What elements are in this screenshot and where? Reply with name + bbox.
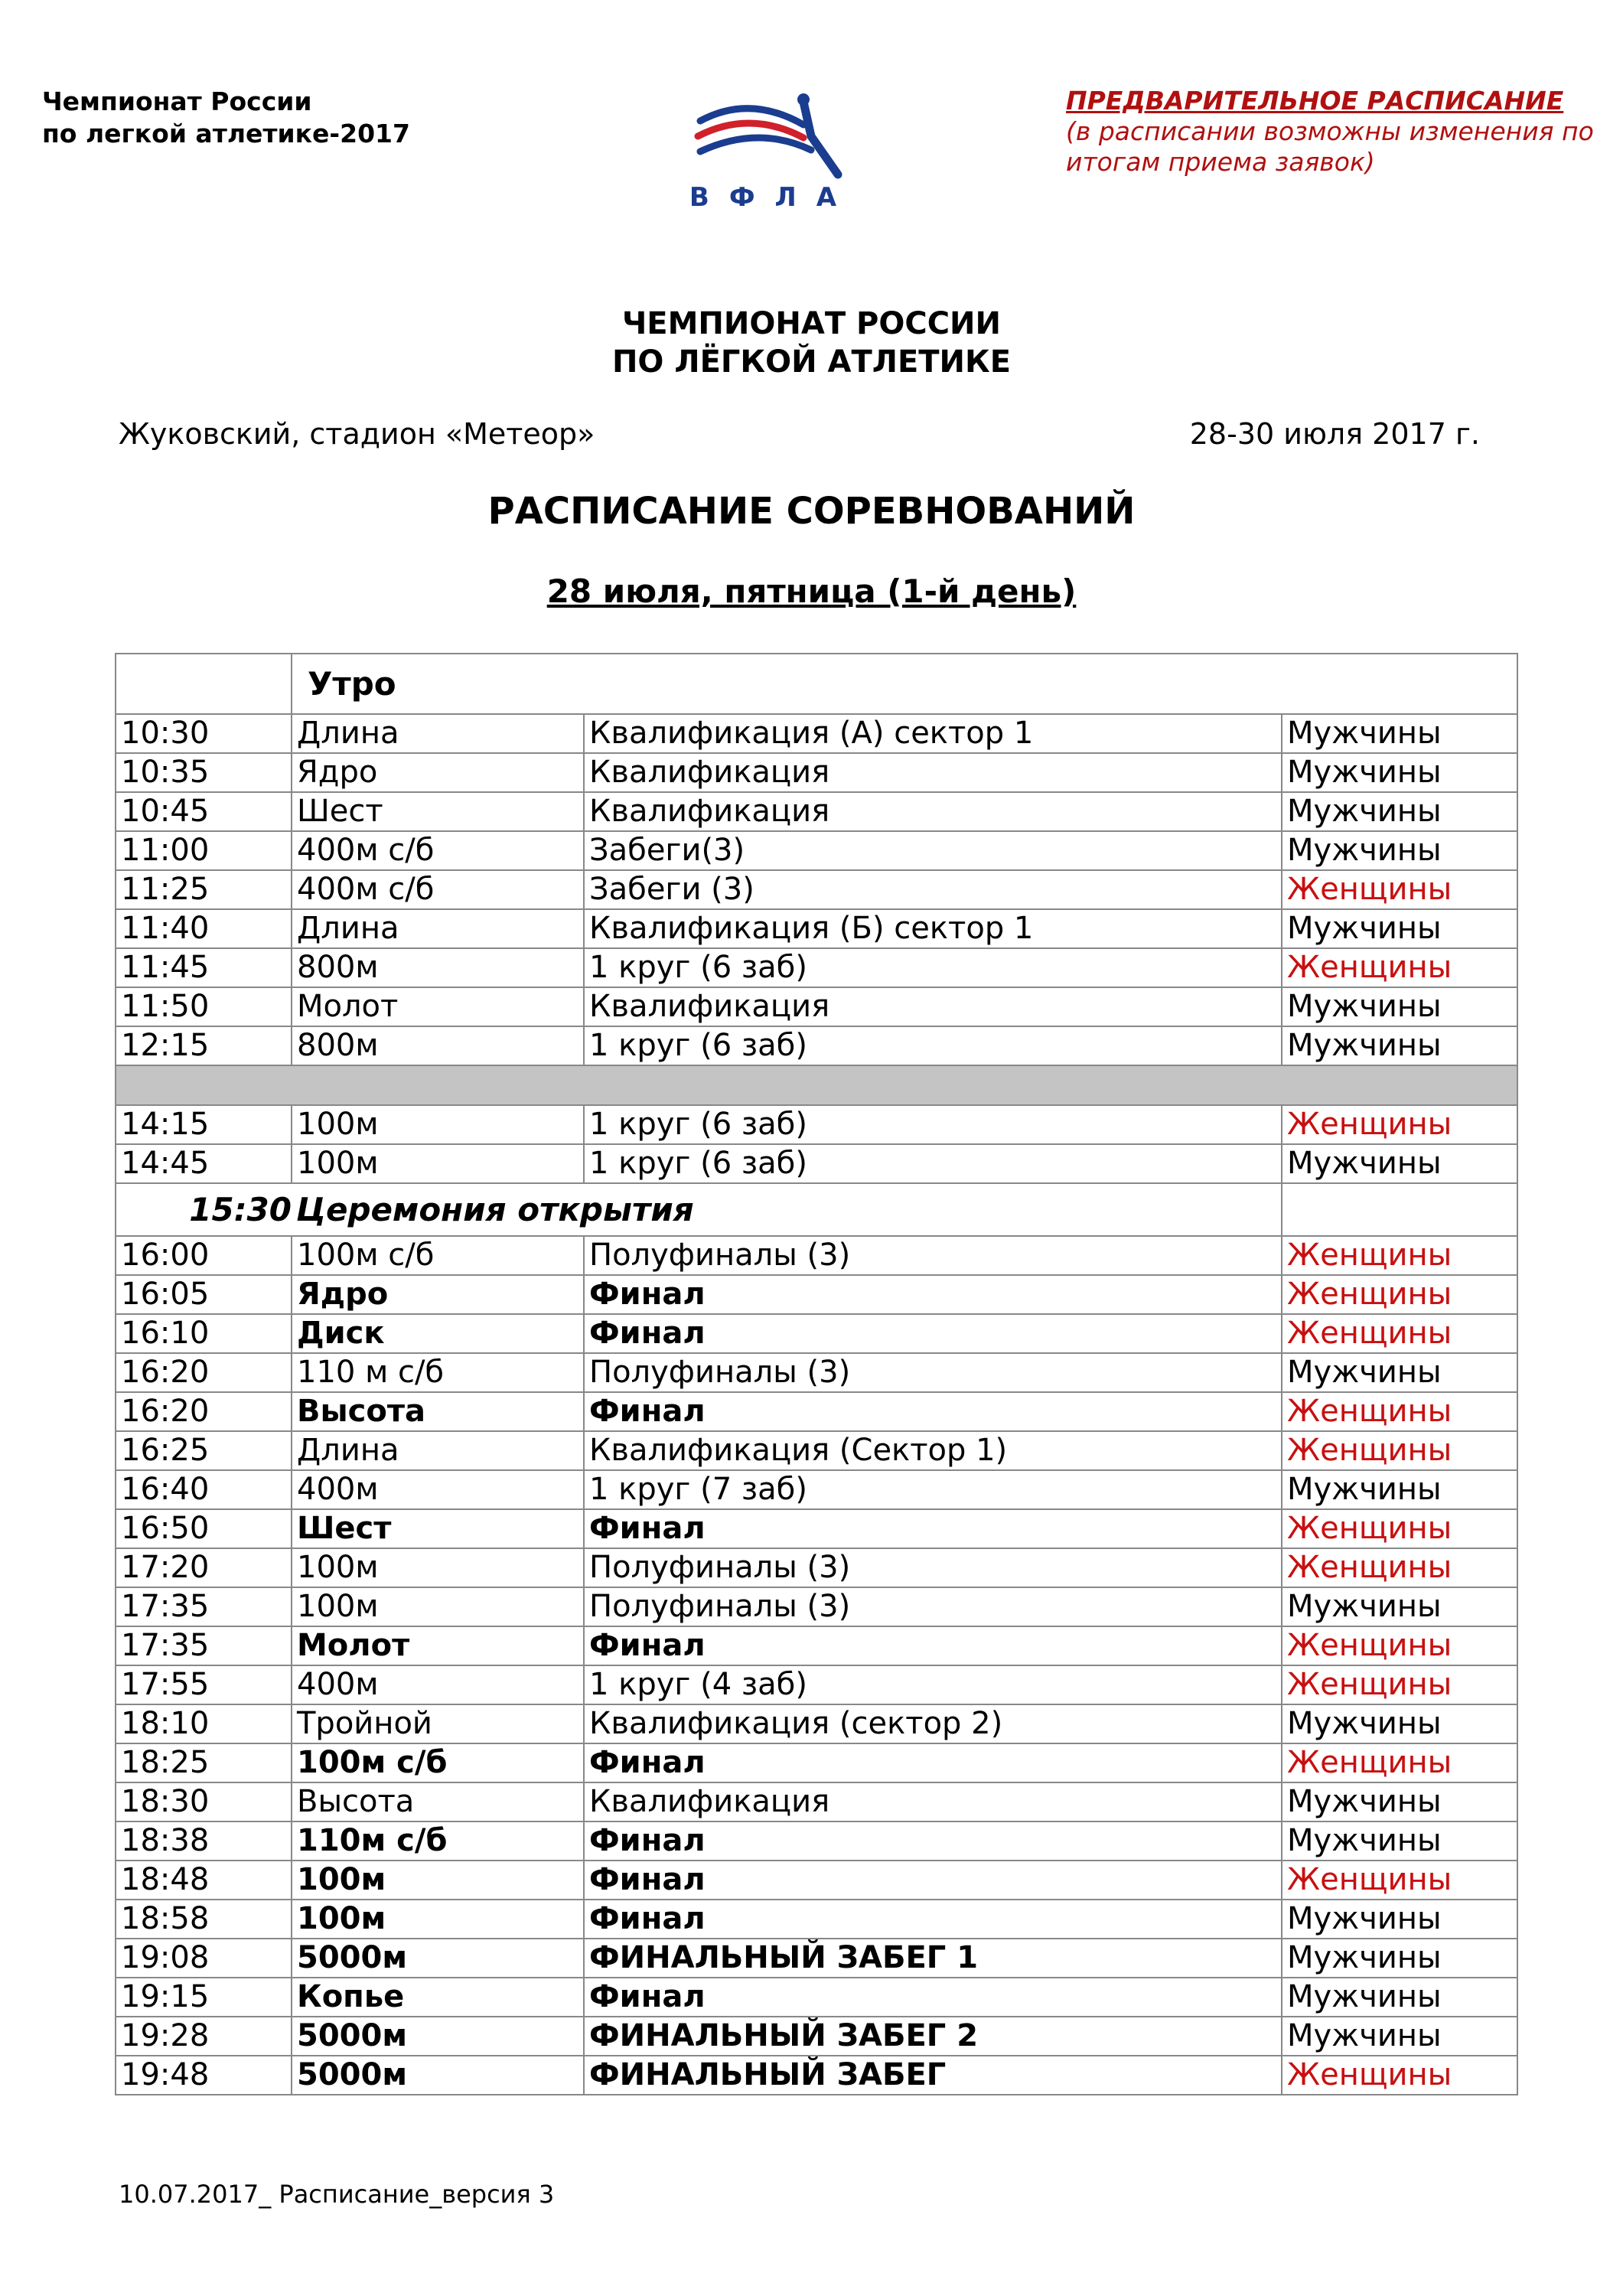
discipline-cell: 100м с/б bbox=[292, 1743, 584, 1782]
time-cell: 16:25 bbox=[116, 1431, 292, 1470]
discipline-cell: 400м bbox=[292, 1665, 584, 1704]
table-row bbox=[116, 1275, 1517, 1314]
time-cell: 12:15 bbox=[116, 1026, 292, 1065]
time-cell: 11:50 bbox=[116, 987, 292, 1026]
table-row bbox=[116, 1026, 1517, 1065]
discipline-cell: 110 м с/б bbox=[292, 1353, 584, 1392]
table-row bbox=[116, 1900, 1517, 1939]
time-cell: 17:35 bbox=[116, 1587, 292, 1626]
table-row bbox=[116, 753, 1517, 792]
round-cell: ФИНАЛЬНЫЙ ЗАБЕГ 2 bbox=[584, 2017, 1282, 2056]
sex-cell: Мужчины bbox=[1282, 1782, 1517, 1821]
footer-version: 10.07.2017_ Расписание_версия 3 bbox=[119, 2180, 555, 2209]
table-row bbox=[116, 1105, 1517, 1144]
sex-cell: Женщины bbox=[1282, 948, 1517, 987]
schedule-title: РАСПИСАНИЕ СОРЕВНОВАНИЙ bbox=[487, 490, 1136, 533]
sex-cell: Женщины bbox=[1282, 1314, 1517, 1353]
sex-cell: Женщины bbox=[1282, 1275, 1517, 1314]
table-row bbox=[116, 792, 1517, 831]
discipline-cell: Ядро bbox=[292, 753, 584, 792]
discipline-cell: Высота bbox=[292, 1392, 584, 1431]
sex-cell: Мужчины bbox=[1282, 909, 1517, 948]
discipline-cell: 100м bbox=[292, 1900, 584, 1939]
round-cell: Финал bbox=[584, 1275, 1282, 1314]
time-cell: 10:45 bbox=[116, 792, 292, 831]
morning-empty-cell bbox=[116, 654, 292, 714]
sex-cell: Мужчины bbox=[1282, 2017, 1517, 2056]
discipline-cell: Длина bbox=[292, 909, 584, 948]
time-cell: 10:30 bbox=[116, 714, 292, 753]
discipline-cell: 800м bbox=[292, 1026, 584, 1065]
sex-cell: Мужчины bbox=[1282, 987, 1517, 1026]
discipline-cell: Тройной bbox=[292, 1704, 584, 1743]
sex-cell: Женщины bbox=[1282, 1509, 1517, 1548]
table-row bbox=[116, 714, 1517, 753]
championship-header bbox=[42, 86, 410, 150]
discipline-cell: 100м bbox=[292, 1861, 584, 1900]
table-row bbox=[116, 948, 1517, 987]
table-row bbox=[116, 1353, 1517, 1392]
sex-cell: Мужчины bbox=[1282, 1978, 1517, 2017]
sex-cell: Мужчины bbox=[1282, 1144, 1517, 1183]
table-row bbox=[116, 1939, 1517, 1978]
time-cell: 17:20 bbox=[116, 1548, 292, 1587]
discipline-cell: 5000м bbox=[292, 2017, 584, 2056]
round-cell: Квалификация bbox=[584, 987, 1282, 1026]
time-cell: 11:25 bbox=[116, 870, 292, 909]
sex-cell: Мужчины bbox=[1282, 792, 1517, 831]
discipline-cell: 100м bbox=[292, 1144, 584, 1183]
time-cell: 19:28 bbox=[116, 2017, 292, 2056]
time-cell: 14:45 bbox=[116, 1144, 292, 1183]
round-cell: Финал bbox=[584, 1861, 1282, 1900]
sex-cell: Мужчины bbox=[1282, 831, 1517, 870]
table-row bbox=[116, 1587, 1517, 1626]
table-row bbox=[116, 1548, 1517, 1587]
time-cell: 11:40 bbox=[116, 909, 292, 948]
round-cell: Финал bbox=[584, 1743, 1282, 1782]
document-title bbox=[0, 305, 1623, 381]
discipline-cell: 400м с/б bbox=[292, 831, 584, 870]
discipline-cell: Шест bbox=[292, 1509, 584, 1548]
round-cell: Финал bbox=[584, 1821, 1282, 1861]
round-cell: Квалификация bbox=[584, 792, 1282, 831]
round-cell: Квалификация (Б) сектор 1 bbox=[584, 909, 1282, 948]
round-cell: Забеги(3) bbox=[584, 831, 1282, 870]
discipline-cell: Копье bbox=[292, 1978, 584, 2017]
discipline-cell: 800м bbox=[292, 948, 584, 987]
round-cell: Финал bbox=[584, 1392, 1282, 1431]
table-row bbox=[116, 1821, 1517, 1861]
title-line-2: ПО ЛЁГКОЙ АТЛЕТИКЕ bbox=[611, 344, 1012, 380]
discipline-cell: 400м bbox=[292, 1470, 584, 1509]
discipline-cell: 100м bbox=[292, 1587, 584, 1626]
sex-cell: Мужчины bbox=[1282, 1026, 1517, 1065]
preliminary-title: ПРЕДВАРИТЕЛЬНОЕ РАСПИСАНИЕ bbox=[1066, 86, 1564, 116]
table-row bbox=[116, 831, 1517, 870]
time-cell: 16:20 bbox=[116, 1392, 292, 1431]
time-cell: 16:05 bbox=[116, 1275, 292, 1314]
time-cell: 18:25 bbox=[116, 1743, 292, 1782]
ceremony-time: 15:30 bbox=[116, 1183, 292, 1236]
table-row bbox=[116, 1392, 1517, 1431]
discipline-cell: 110м с/б bbox=[292, 1821, 584, 1861]
discipline-cell: Ядро bbox=[292, 1275, 584, 1314]
round-cell: Квалификация (сектор 2) bbox=[584, 1704, 1282, 1743]
round-cell: Финал bbox=[584, 1509, 1282, 1548]
round-cell: Финал bbox=[584, 1314, 1282, 1353]
sex-cell: Мужчины bbox=[1282, 1821, 1517, 1861]
discipline-cell: Молот bbox=[292, 1626, 584, 1665]
time-cell: 16:20 bbox=[116, 1353, 292, 1392]
logo-text: ВФЛА bbox=[689, 182, 857, 213]
sex-cell: Мужчины bbox=[1282, 1900, 1517, 1939]
time-cell: 18:58 bbox=[116, 1900, 292, 1939]
table-row bbox=[116, 870, 1517, 909]
round-cell: 1 круг (4 заб) bbox=[584, 1665, 1282, 1704]
round-cell: Финал bbox=[584, 1978, 1282, 2017]
sex-cell: Женщины bbox=[1282, 1105, 1517, 1144]
break-row bbox=[116, 1065, 1517, 1105]
event-dates: 28-30 июля 2017 г. bbox=[1189, 417, 1480, 451]
round-cell: ФИНАЛЬНЫЙ ЗАБЕГ 1 bbox=[584, 1939, 1282, 1978]
discipline-cell: Высота bbox=[292, 1782, 584, 1821]
break-cell bbox=[116, 1065, 1517, 1105]
round-cell: Квалификация (Сектор 1) bbox=[584, 1431, 1282, 1470]
table-row bbox=[116, 1704, 1517, 1743]
title-line-1: ЧЕМПИОНАТ РОССИИ bbox=[621, 306, 1002, 341]
table-row bbox=[116, 1144, 1517, 1183]
discipline-cell: 100м bbox=[292, 1548, 584, 1587]
table-row bbox=[116, 2017, 1517, 2056]
vfla-logo bbox=[689, 90, 857, 213]
time-cell: 19:15 bbox=[116, 1978, 292, 2017]
time-cell: 19:48 bbox=[116, 2056, 292, 2095]
sex-cell: Женщины bbox=[1282, 1743, 1517, 1782]
table-row bbox=[116, 909, 1517, 948]
sex-cell: Мужчины bbox=[1282, 1704, 1517, 1743]
sex-cell: Женщины bbox=[1282, 1236, 1517, 1275]
discipline-cell: Длина bbox=[292, 714, 584, 753]
sex-cell: Женщины bbox=[1282, 2056, 1517, 2095]
round-cell: Квалификация bbox=[584, 1782, 1282, 1821]
table-row bbox=[116, 1743, 1517, 1782]
schedule-table bbox=[115, 653, 1518, 2095]
time-cell: 18:10 bbox=[116, 1704, 292, 1743]
time-cell: 18:30 bbox=[116, 1782, 292, 1821]
time-cell: 18:38 bbox=[116, 1821, 292, 1861]
sex-cell: Женщины bbox=[1282, 1548, 1517, 1587]
org-line-2: по легкой атлетике-2017 bbox=[42, 119, 410, 148]
time-cell: 16:50 bbox=[116, 1509, 292, 1548]
table-row bbox=[116, 987, 1517, 1026]
org-line-1: Чемпионат России bbox=[42, 86, 312, 116]
sex-cell: Мужчины bbox=[1282, 1939, 1517, 1978]
time-cell: 11:00 bbox=[116, 831, 292, 870]
round-cell: Финал bbox=[584, 1626, 1282, 1665]
ceremony-empty-cell bbox=[1282, 1183, 1517, 1236]
round-cell: ФИНАЛЬНЫЙ ЗАБЕГ bbox=[584, 2056, 1282, 2095]
morning-header-row bbox=[116, 654, 1517, 714]
time-cell: 18:48 bbox=[116, 1861, 292, 1900]
sex-cell: Мужчины bbox=[1282, 714, 1517, 753]
opening-ceremony-row bbox=[116, 1183, 1517, 1236]
preliminary-note-2: итогам приема заявок) bbox=[1066, 147, 1375, 177]
table-row bbox=[116, 1509, 1517, 1548]
round-cell: Забеги (3) bbox=[584, 870, 1282, 909]
sex-cell: Женщины bbox=[1282, 1431, 1517, 1470]
venue: Жуковский, стадион «Метеор» bbox=[119, 417, 595, 451]
sex-cell: Мужчины bbox=[1282, 1587, 1517, 1626]
preliminary-note-1: (в расписании возможны изменения по bbox=[1066, 116, 1594, 146]
table-row bbox=[116, 1782, 1517, 1821]
morning-label: Утро bbox=[292, 654, 1517, 714]
sex-cell: Женщины bbox=[1282, 1626, 1517, 1665]
table-row bbox=[116, 1861, 1517, 1900]
table-row bbox=[116, 1314, 1517, 1353]
round-cell: 1 круг (6 заб) bbox=[584, 1144, 1282, 1183]
sex-cell: Женщины bbox=[1282, 870, 1517, 909]
discipline-cell: 400м с/б bbox=[292, 870, 584, 909]
round-cell: Квалификация bbox=[584, 753, 1282, 792]
sex-cell: Мужчины bbox=[1282, 753, 1517, 792]
table-row bbox=[116, 1626, 1517, 1665]
round-cell: 1 круг (6 заб) bbox=[584, 1105, 1282, 1144]
time-cell: 16:10 bbox=[116, 1314, 292, 1353]
time-cell: 14:15 bbox=[116, 1105, 292, 1144]
sex-cell: Женщины bbox=[1282, 1392, 1517, 1431]
discipline-cell: Длина bbox=[292, 1431, 584, 1470]
round-cell: Полуфиналы (3) bbox=[584, 1353, 1282, 1392]
round-cell: 1 круг (6 заб) bbox=[584, 1026, 1282, 1065]
ceremony-label: Церемония открытия bbox=[292, 1183, 1282, 1236]
discipline-cell: Диск bbox=[292, 1314, 584, 1353]
round-cell: 1 круг (7 заб) bbox=[584, 1470, 1282, 1509]
table-row bbox=[116, 1236, 1517, 1275]
round-cell: Полуфиналы (3) bbox=[584, 1236, 1282, 1275]
discipline-cell: 5000м bbox=[292, 2056, 584, 2095]
discipline-cell: 100м с/б bbox=[292, 1236, 584, 1275]
sex-cell: Мужчины bbox=[1282, 1353, 1517, 1392]
discipline-cell: 100м bbox=[292, 1105, 584, 1144]
round-cell: Квалификация (А) сектор 1 bbox=[584, 714, 1282, 753]
table-row bbox=[116, 1978, 1517, 2017]
round-cell: Полуфиналы (3) bbox=[584, 1587, 1282, 1626]
round-cell: 1 круг (6 заб) bbox=[584, 948, 1282, 987]
time-cell: 16:40 bbox=[116, 1470, 292, 1509]
sex-cell: Мужчины bbox=[1282, 1470, 1517, 1509]
time-cell: 19:08 bbox=[116, 1939, 292, 1978]
discipline-cell: Шест bbox=[292, 792, 584, 831]
table-row bbox=[116, 1431, 1517, 1470]
time-cell: 11:45 bbox=[116, 948, 292, 987]
time-cell: 17:35 bbox=[116, 1626, 292, 1665]
time-cell: 17:55 bbox=[116, 1665, 292, 1704]
table-row bbox=[116, 2056, 1517, 2095]
vfla-logo-swoosh-icon bbox=[689, 90, 857, 190]
preliminary-notice bbox=[1066, 86, 1594, 178]
time-cell: 10:35 bbox=[116, 753, 292, 792]
discipline-cell: 5000м bbox=[292, 1939, 584, 1978]
round-cell: Полуфиналы (3) bbox=[584, 1548, 1282, 1587]
round-cell: Финал bbox=[584, 1900, 1282, 1939]
table-row bbox=[116, 1665, 1517, 1704]
discipline-cell: Молот bbox=[292, 987, 584, 1026]
time-cell: 16:00 bbox=[116, 1236, 292, 1275]
sex-cell: Женщины bbox=[1282, 1665, 1517, 1704]
day-title: 28 июля, пятница (1-й день) bbox=[546, 572, 1077, 610]
sex-cell: Женщины bbox=[1282, 1861, 1517, 1900]
table-row bbox=[116, 1470, 1517, 1509]
